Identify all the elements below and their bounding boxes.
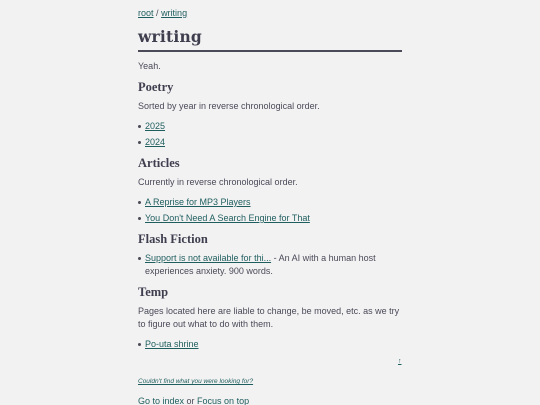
poetry-link-2024[interactable]: 2024 bbox=[145, 137, 166, 147]
list-item bbox=[138, 252, 402, 278]
article-link-mp3-players[interactable]: A Reprise for MP3 Players bbox=[145, 197, 251, 207]
breadcrumb-current-link[interactable]: writing bbox=[161, 8, 188, 18]
breadcrumb-root-link[interactable]: root bbox=[138, 8, 154, 18]
page-title: writing bbox=[138, 27, 202, 46]
articles-description: Currently in reverse chronological order. bbox=[138, 177, 298, 187]
list-item bbox=[138, 338, 402, 354]
poetry-heading: Poetry bbox=[138, 80, 174, 94]
articles-heading: Articles bbox=[138, 156, 180, 170]
flash-fiction-summary: - An AI with a human host experiences anxiety. 900 words. bbox=[145, 253, 376, 276]
footer-or-text: or bbox=[184, 396, 198, 405]
flash-fiction-heading: Flash Fiction bbox=[138, 232, 208, 246]
intro-text: Yeah. bbox=[138, 61, 161, 71]
articles-list bbox=[138, 196, 402, 228]
temp-heading: Temp bbox=[138, 285, 169, 299]
list-item bbox=[138, 136, 402, 152]
go-to-index-link[interactable]: Go to index bbox=[138, 396, 185, 405]
list-item bbox=[138, 120, 402, 136]
missing-content-link[interactable]: Couldn't find what you were looking for? bbox=[138, 378, 254, 385]
breadcrumb-separator: / bbox=[156, 8, 159, 18]
article-link-search-engine[interactable]: You Don't Need A Search Engine for That bbox=[145, 213, 310, 223]
temp-link-po-uta-shrine[interactable]: Po-uta shrine bbox=[145, 339, 199, 349]
temp-description: Pages located here are liable to change, be moved, etc. as we try to figure out what to do with them. bbox=[138, 306, 400, 329]
list-item bbox=[138, 196, 402, 212]
footer bbox=[138, 396, 249, 405]
list-item bbox=[138, 212, 402, 228]
poetry-link-2025[interactable]: 2025 bbox=[145, 121, 166, 131]
focus-on-top-link[interactable]: Focus on top bbox=[197, 396, 250, 405]
temp-list bbox=[138, 338, 402, 354]
back-to-top-link[interactable]: ↑ bbox=[398, 358, 402, 365]
flash-fiction-link-support[interactable]: Support is not available for thi... bbox=[145, 253, 272, 263]
poetry-list bbox=[138, 120, 402, 152]
title-divider bbox=[138, 50, 402, 52]
poetry-description: Sorted by year in reverse chronological order. bbox=[138, 101, 320, 111]
breadcrumb bbox=[138, 8, 187, 18]
flash-fiction-list bbox=[138, 252, 402, 278]
